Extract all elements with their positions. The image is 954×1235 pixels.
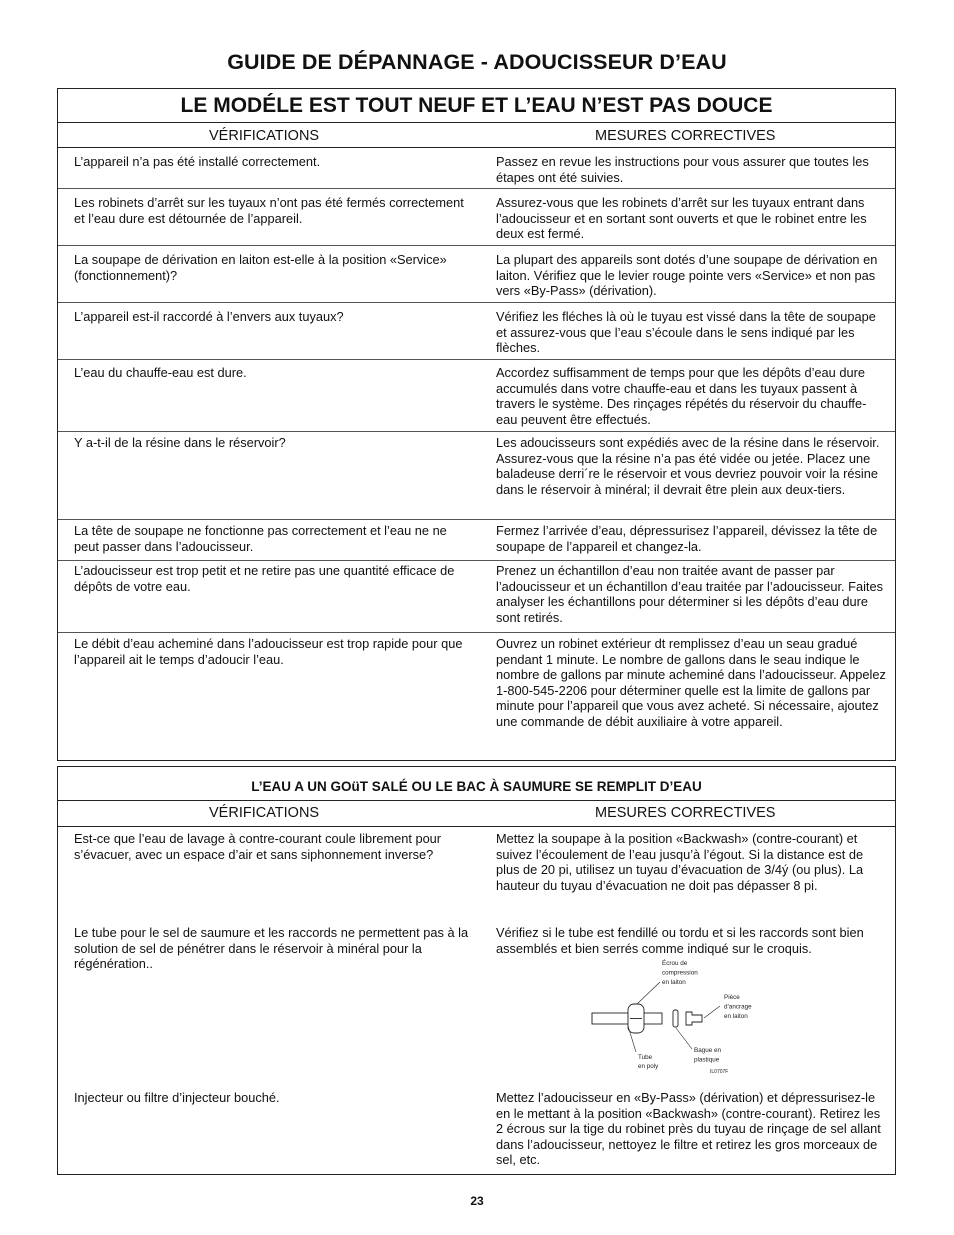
check-text: Y a-t-il de la résine dans le réservoir? [74, 435, 286, 450]
table-row [58, 560, 895, 633]
fix-text: Accordez suffisamment de temps pour que les dépôts d’eau dure accumulés dans votre chauffe-eau et dans les tuyaux passent à travers le système. Des rinçages répétés du réservoir du chauffe-eau peuvent être effectués. [496, 365, 867, 427]
column-header-fixes: MESURES CORRECTIVES [595, 805, 776, 821]
page-title: GUIDE DE DÉPANNAGE - ADOUCISSEUR D’EAU [227, 50, 727, 74]
brine-tube-fitting-diagram [532, 954, 752, 1078]
compression-nut-label: Écrou de compression en laiton [662, 960, 698, 986]
fix-text: Assurez-vous que les robinets d’arrêt sur les tuyaux entrant dans l’adoucisseur et en sortant sont ouverts et que le robinet entre les deux est fermé. [496, 195, 867, 242]
divider [58, 800, 895, 801]
table-row [58, 826, 895, 922]
fix-text: Mettez l’adoucisseur en «By-Pass» (dérivation) et dépressurisez-le en le mettant à la position «Backwash» (contre-courant). Retirez les 2 écrous sur la tige du robinet près du tuyau de rinçage de sel allant dans l’adoucisseur, nettoyez le filtre et retirez les gros morceaux de sel, etc. [496, 1090, 881, 1168]
fix-text: Prenez un échantillon d’eau non traitée avant de passer par l’adoucisseur et un échantillon d’eau traitée par l’adoucisseur. Faites analyser les échantillons pour déterminer si les dépôts d’eau dure sont retirés. [496, 563, 883, 625]
check-text: L’appareil est-il raccordé à l’envers aux tuyaux? [74, 309, 344, 324]
column-header-fixes: MESURES CORRECTIVES [595, 128, 776, 144]
fix-text: Mettez la soupape à la position «Backwash» (contre-courant) et suivez l’écoulement de l’eau jusqu’à l’égout. Si la distance est de plus de 20 pi, utilisez un tuyau d’évacuation de 3/4ý (ou plus). La hauteur du tuyau d’évacuation ne doit pas dépasser 8 pi. [496, 831, 864, 893]
table-row [58, 147, 895, 189]
table-row [58, 519, 895, 561]
check-text: L’eau du chauffe-eau est dure. [74, 365, 247, 380]
check-text: La tête de soupape ne fonctionne pas correctement et l’eau ne ne peut passer dans l’adoucisseur. [74, 523, 447, 554]
diagram-code: IL0707F [710, 1069, 729, 1075]
check-text: L’adoucisseur est trop petit et ne retire pas une quantité efficace de dépôts de votre eau. [74, 563, 455, 594]
table-row [58, 632, 895, 760]
fix-text: Fermez l’arrivée d’eau, dépressurisez l’appareil, dévissez la tête de soupape de l’appareil et changez-la. [496, 523, 878, 554]
table-row [58, 1086, 895, 1174]
check-text: L’appareil n’a pas été installé correctement. [74, 154, 321, 169]
column-header-checks: VÉRIFICATIONS [209, 805, 320, 821]
fix-text: Vérifiez si le tube est fendillé ou tordu et si les raccords sont bien assemblés et bien serrés comme indiqué sur le croquis. [496, 925, 864, 956]
table-row [58, 245, 895, 303]
section-title: L’EAU A UN GOüT SALÉ OU LE BAC À SAUMURE SE REMPLIT D’EAU [251, 779, 702, 794]
fix-text: Vérifiez les fléches là où le tuyau est vissé dans la tête de soupape et assurez-vous que l’eau s’écoule dans le sens indiqué par les flèches. [496, 309, 876, 356]
plastic-ring-shape [673, 1010, 678, 1027]
check-text: Les robinets d’arrêt sur les tuyaux n’ont pas été fermés correctement et l’eau dure est détournée de l’appareil. [74, 195, 464, 226]
table-row [58, 188, 895, 246]
fix-text: Les adoucisseurs sont expédiés avec de la résine dans le réservoir. Assurez-vous que la résine n’a pas été vidée ou jetée. Placez une baladeuse derri´re le réservoir et vous devriez pouvoir voir la résine dans le réservoir à minéral; il devrait être plein aux deux-tiers. [496, 435, 880, 497]
check-text: La soupape de dérivation en laiton est-elle à la position «Service» (fonctionnement)? [74, 252, 447, 283]
table-row [58, 302, 895, 360]
check-text: Le tube pour le sel de saumure et les raccords ne permettent pas à la solution de sel de pénétrer dans le réservoir à minéral pour la régénération.. [74, 925, 469, 972]
page-number: 23 [470, 1194, 484, 1208]
fix-text: Passez en revue les instructions pour vous assurer que toutes les étapes ont été suivies. [496, 154, 869, 185]
check-text: Est-ce que l’eau de lavage à contre-courant coule librement pour s’évacuer, avec un espace d’air et sans siphonnement inverse? [74, 831, 442, 862]
plastic-ring-label: Bague en plastique [694, 1047, 721, 1064]
fix-text: Ouvrez un robinet extérieur dt remplissez d’eau un seau gradué pendant 1 minute. Le nombre de gallons dans le seau indique le nombre de gallons par minute acheminé dans l’adoucisseur. Appelez 1-800-545-2206 pour déterminer quelle est la limite de gallons par minute pour l’appareil que vous avez acheté. Si nécessaire, ajoutez une commande de débit auxiliaire à votre appareil. [496, 636, 886, 729]
table-row [58, 359, 895, 432]
check-text: Injecteur ou filtre d’injecteur bouché. [74, 1090, 280, 1105]
fix-text: La plupart des appareils sont dotés d’une soupape de dérivation en laiton. Vérifiez que le levier rouge pointe vers «Service» et non pas vers «By-Pass» (dérivation). [496, 252, 878, 299]
brass-insert-label: Pièce d’ancrage en laiton [724, 994, 752, 1020]
section-salty-taste-brine-fills [57, 766, 896, 1175]
table-row [58, 922, 895, 1086]
brass-insert-shape [686, 1012, 702, 1025]
check-text: Le débit d’eau acheminé dans l’adoucisseur est trop rapide pour que l’appareil ait le temps d’adoucir l’eau. [74, 636, 463, 667]
column-header-checks: VÉRIFICATIONS [209, 128, 320, 144]
poly-tube-label: Tube en poly [638, 1054, 659, 1070]
section-new-model-hard-water [57, 88, 896, 761]
divider [58, 122, 895, 123]
section-title: LE MODÉLE EST TOUT NEUF ET L’EAU N’EST PAS DOUCE [180, 94, 773, 117]
table-row [58, 431, 895, 520]
poly-tube-shape [592, 1013, 662, 1024]
